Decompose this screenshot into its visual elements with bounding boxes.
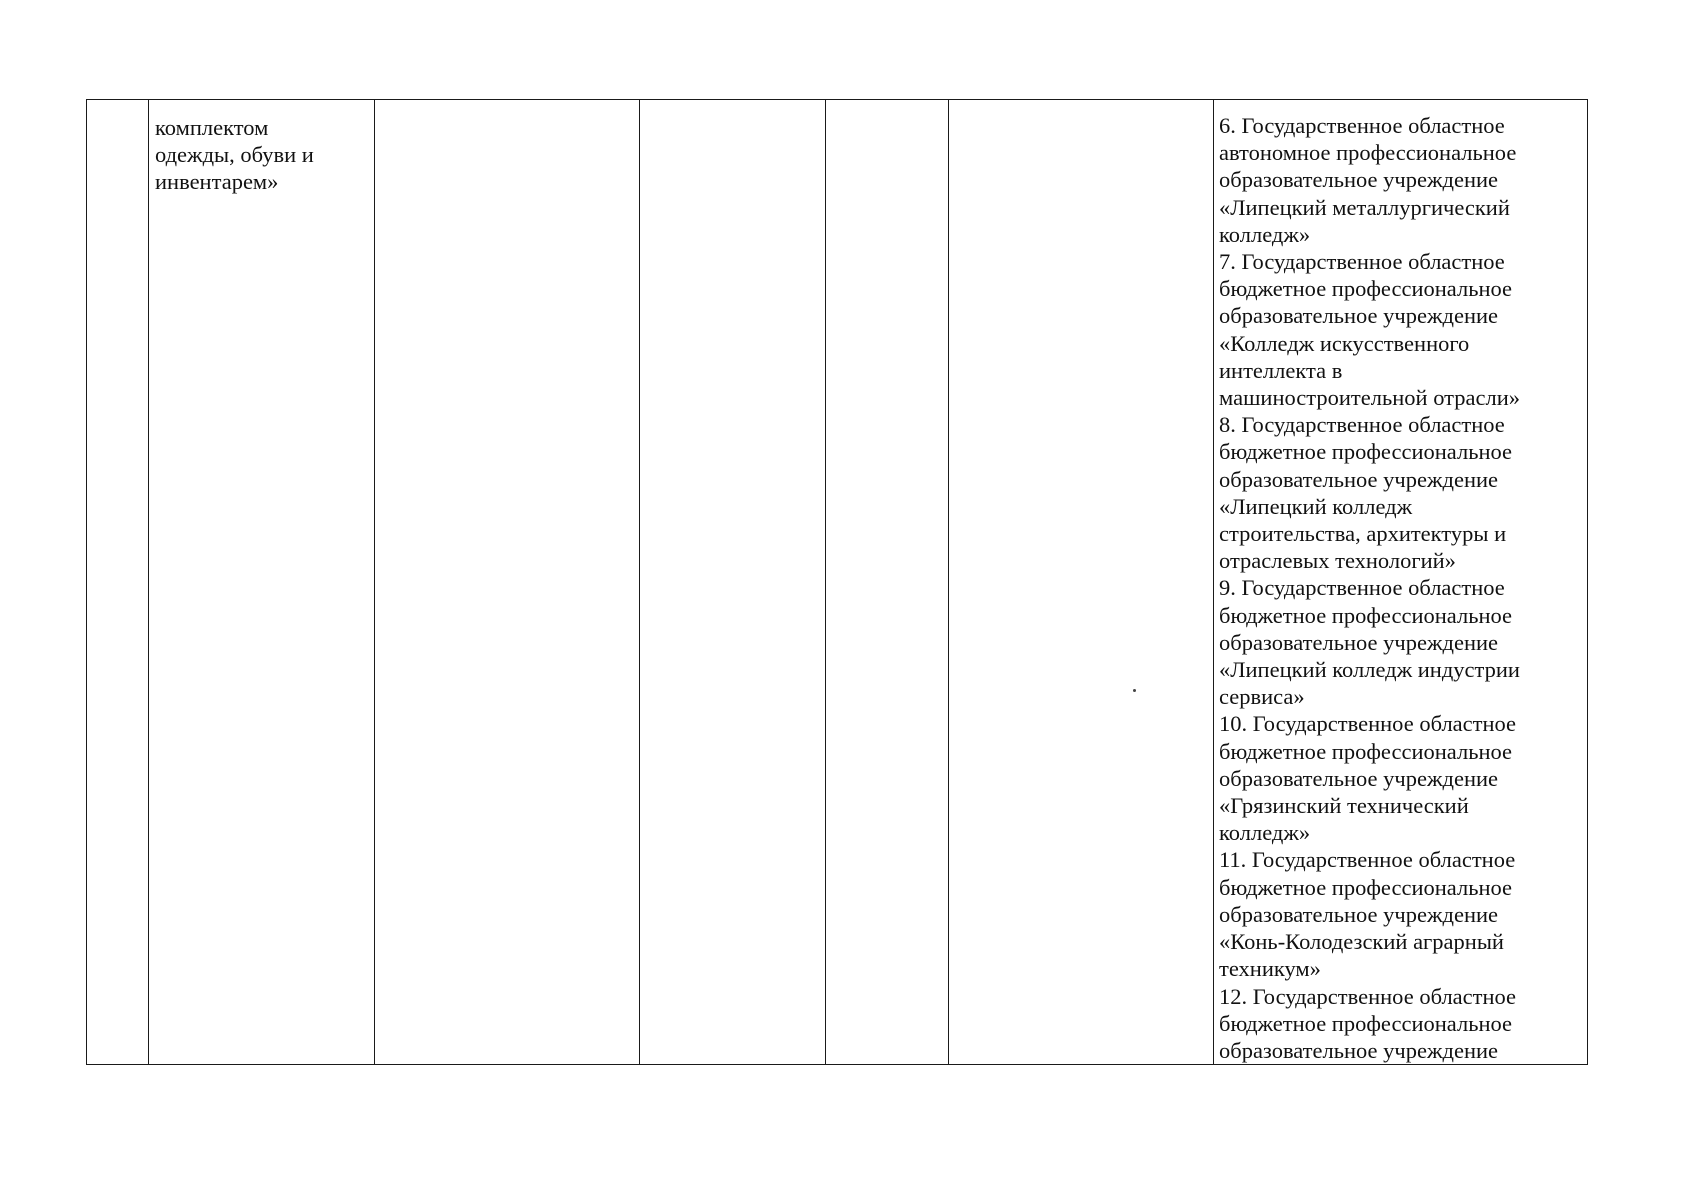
institution-text-line: бюджетное профессиональное: [1219, 738, 1513, 764]
table-cell-empty-4: [640, 100, 826, 1065]
institution-text-line: техникум»: [1219, 956, 1321, 982]
data-table: [86, 99, 1588, 1065]
institution-text-line: бюджетное профессиональное: [1219, 874, 1513, 900]
measure-text: [149, 100, 374, 196]
institution-text-line: «Липецкий металлургический: [1219, 194, 1510, 220]
institution-text-line: сервиса»: [1219, 684, 1305, 710]
institution-text-line: бюджетное профессиональное: [1219, 602, 1513, 628]
institution-text-line: образовательное учреждение: [1219, 1037, 1499, 1063]
institution-text-line: 12. Государственное областное: [1219, 983, 1517, 1009]
institutions-list: [1214, 100, 1587, 1064]
table-cell-number: [87, 100, 149, 1065]
institution-text-line: бюджетное профессиональное: [1219, 1010, 1513, 1036]
measure-text-line: инвентарем»: [155, 169, 279, 195]
institution-text-line: образовательное учреждение: [1219, 765, 1499, 791]
institution-text-line: образовательное учреждение: [1219, 629, 1499, 655]
institution-text-line: 6. Государственное областное: [1219, 113, 1505, 138]
measure-text-line: одежды, обуви и: [155, 142, 314, 168]
institution-text-line: 9. Государственное областное: [1219, 575, 1505, 601]
institution-text-line: машиностроительной отрасли»: [1219, 385, 1520, 411]
institution-text-line: 10. Государственное областное: [1219, 711, 1517, 737]
institution-text-line: интеллекта в: [1219, 357, 1343, 383]
institution-text-line: колледж»: [1219, 820, 1311, 846]
institution-text-line: 7. Государственное областное: [1219, 249, 1505, 275]
table-cell-empty-3: [375, 100, 640, 1065]
institution-text-line: образовательное учреждение: [1219, 466, 1499, 492]
institution-text-line: «Липецкий колледж индустрии: [1219, 657, 1520, 683]
institution-text-line: 8. Государственное областное: [1219, 412, 1505, 438]
scan-speck: [1133, 689, 1136, 692]
table-cell-measure: [149, 100, 375, 1065]
table-cell-empty-6: [949, 100, 1214, 1065]
institution-text-line: бюджетное профессиональное: [1219, 276, 1513, 302]
institution-text-line: «Конь-Колодезский аграрный: [1219, 929, 1504, 955]
institution-text-line: «Липецкий колледж: [1219, 493, 1413, 519]
institution-text-line: образовательное учреждение: [1219, 167, 1499, 193]
measure-text-line: комплектом: [155, 115, 269, 140]
institution-text-line: образовательное учреждение: [1219, 303, 1499, 329]
institution-text-line: колледж»: [1219, 221, 1311, 247]
table-cell-institutions: [1214, 100, 1588, 1065]
institution-text-line: 11. Государственное областное: [1219, 847, 1516, 873]
institution-text-line: образовательное учреждение: [1219, 901, 1499, 927]
institution-text-line: автономное профессиональное: [1219, 140, 1517, 166]
institution-text-line: строительства, архитектуры и: [1219, 521, 1507, 547]
table-row: [87, 100, 1588, 1065]
institution-text-line: «Колледж искусственного: [1219, 330, 1470, 356]
institution-text-line: бюджетное профессиональное: [1219, 439, 1513, 465]
institution-text-line: отраслевых технологий»: [1219, 548, 1456, 574]
institution-text-line: «Грязинский технический: [1219, 793, 1469, 819]
table-cell-empty-5: [826, 100, 949, 1065]
